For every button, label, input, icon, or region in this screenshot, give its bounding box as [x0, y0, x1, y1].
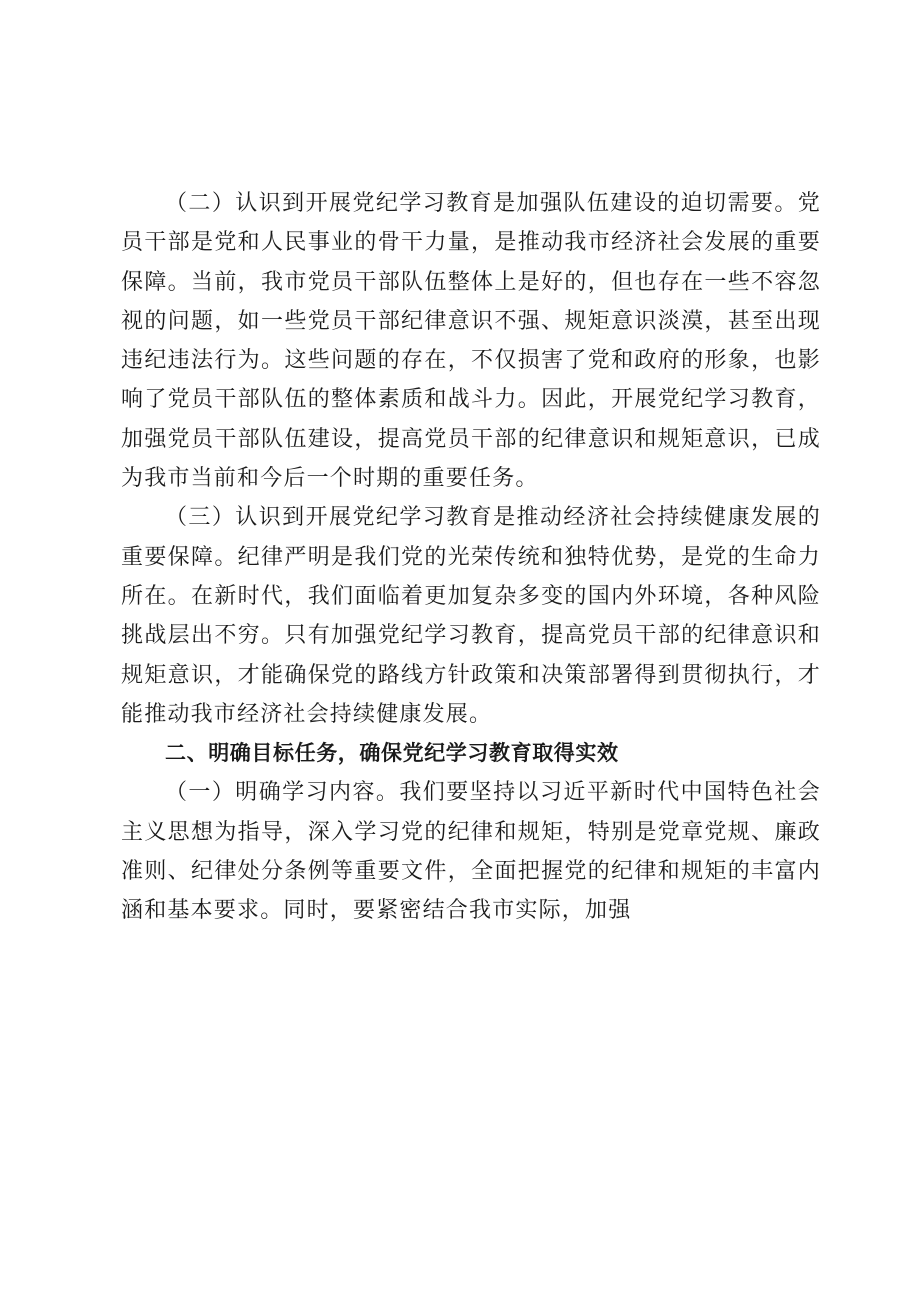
section-heading: 二、明确目标任务，确保党纪学习教育取得实效 [165, 741, 619, 766]
document-body [121, 184, 821, 931]
paragraph-4: （一）明确学习内容。我们要坚持以习近平新时代中国特色社会主义思想为指导，深入学习党的纪律和规矩，特别是党章党规、廉政准则、纪律处分条例等重要文件，全面把握党的纪律和规矩的丰富内涵和基本要求。同时，要紧密结合我市实际，加强 [121, 780, 821, 924]
paragraph-3: （三）认识到开展党纪学习教育是推动经济社会持续健康发展的重要保障。纪律严明是我们党的光荣传统和独特优势，是党的生命力所在。在新时代，我们面临着更加复杂多变的国内外环境，各种风险挑战层出不穷。只有加强党纪学习教育，提高党员干部的纪律意识和规矩意识，才能确保党的路线方针政策和决策部署得到贯彻执行，才能推动我市经济社会持续健康发展。 [121, 505, 821, 727]
paragraph-2: （二）认识到开展党纪学习教育是加强队伍建设的迫切需要。党员干部是党和人民事业的骨干力量，是推动我市经济社会发展的重要保障。当前，我市党员干部队伍整体上是好的，但也存在一些不容忽视的问题，如一些党员干部纪律意识不强、规矩意识淡漠，甚至出现违纪违法行为。这些问题的存在，不仅损害了党和政府的形象，也影响了党员干部队伍的整体素质和战斗力。因此，开展党纪学习教育，加强党员干部队伍建设，提高党员干部的纪律意识和规矩意识，已成为我市当前和今后一个时期的重要任务。 [121, 191, 821, 492]
